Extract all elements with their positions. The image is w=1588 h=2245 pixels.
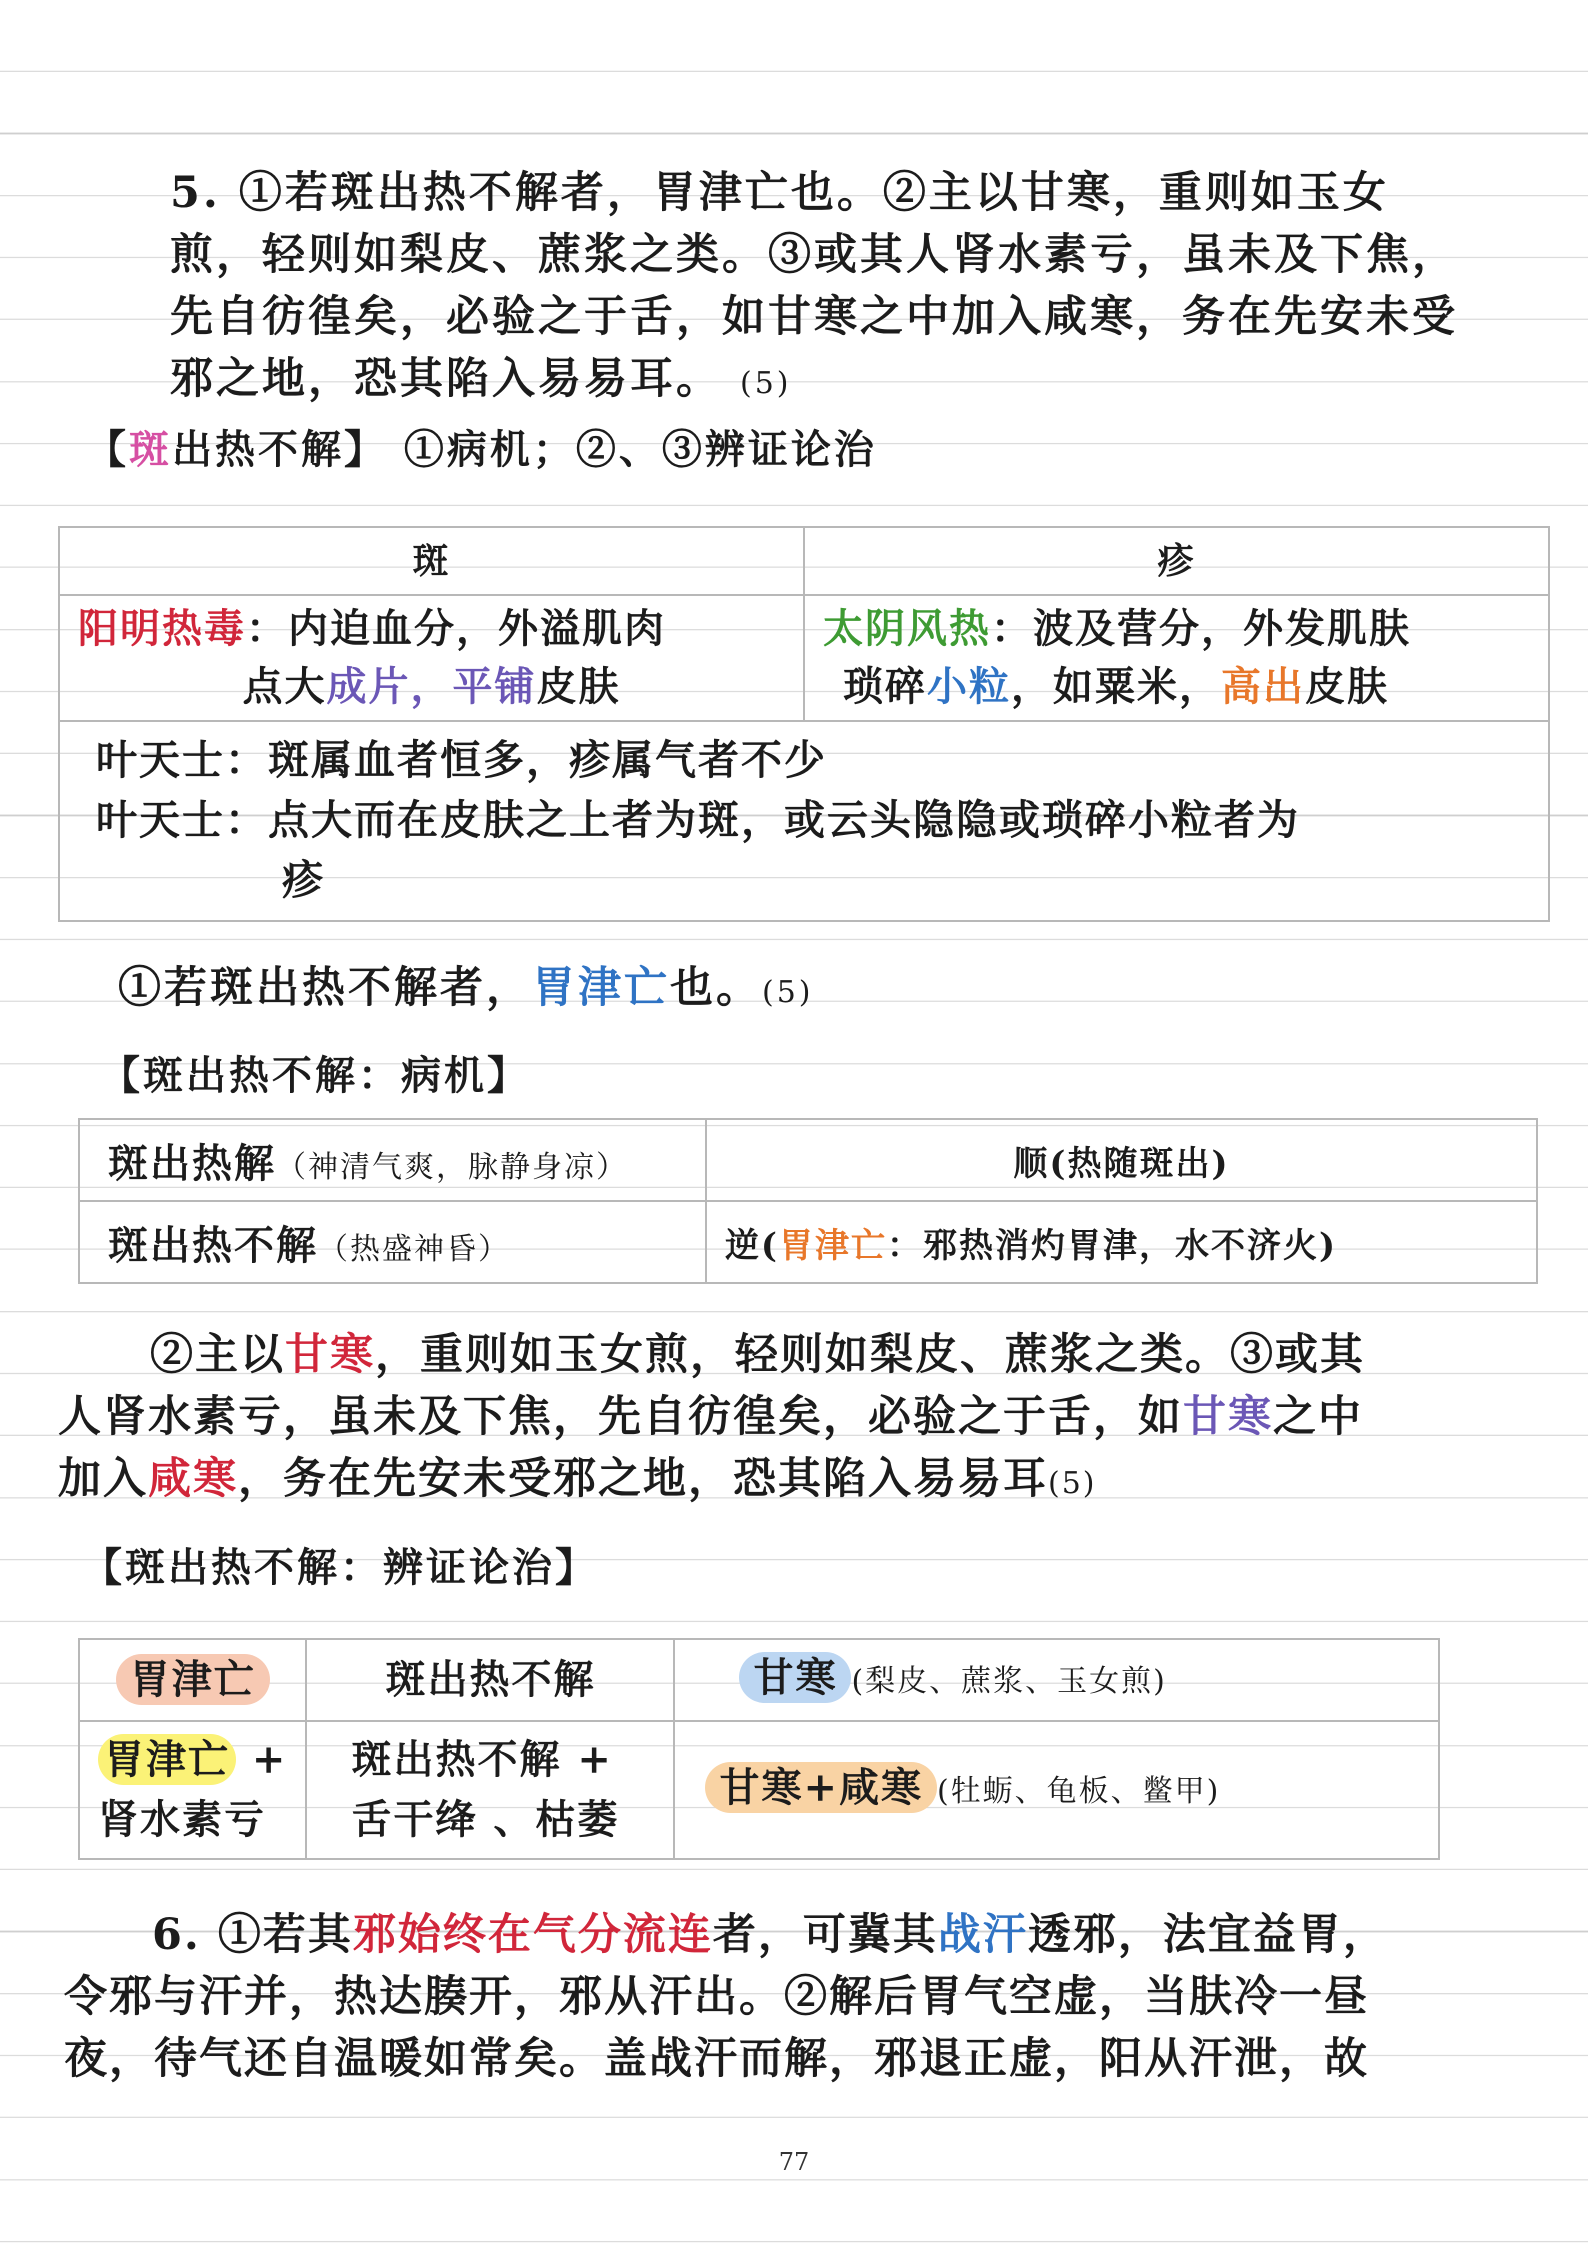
pathogenesis-table xyxy=(78,1118,1538,1284)
section-6-line xyxy=(64,1904,1504,1966)
table-row xyxy=(79,1721,1439,1859)
section-5-line xyxy=(90,348,1530,415)
symptom-line-1: 斑出热不解 + xyxy=(351,1736,613,1783)
quote-2-continued: 疹 xyxy=(282,856,325,904)
treatment-label: 甘寒 xyxy=(739,1652,851,1703)
point-2-text: 加入 xyxy=(58,1454,148,1504)
point-1-text-b: 也。 xyxy=(670,963,762,1013)
heading-1-text: 出热不解】 ①病机；②、③辨证论治 xyxy=(172,426,877,473)
point-1-statement xyxy=(118,954,814,1015)
syndrome-cell xyxy=(79,1721,306,1859)
zhen-cause: 太阴风热 xyxy=(823,605,991,652)
point-2-line xyxy=(58,1386,1498,1448)
ye-tianshi-quotes-cell xyxy=(59,721,1549,921)
point-2-text: ②主以 xyxy=(150,1330,285,1380)
treatment-note: (梨皮、蔗浆、玉女煎) xyxy=(851,1664,1167,1699)
quote-1: 叶天士：斑属血者恒多，疹属气者不少 xyxy=(96,736,827,784)
unfavorable-condition-note: （热盛神昏） xyxy=(318,1231,510,1267)
section-6-text: 透邪，法宜益胃， xyxy=(1027,1910,1388,1960)
point-2-text: 之中 xyxy=(1273,1392,1363,1442)
unfavorable-condition: 斑出热不解 xyxy=(108,1221,318,1269)
point-2-highlight: 甘寒 xyxy=(1183,1392,1273,1442)
unfavorable-outcome-b: ：邪热消灼胃津，水不济火) xyxy=(887,1225,1338,1266)
table-row xyxy=(79,1639,1439,1721)
ban-feature-b: 成片，平铺 xyxy=(326,663,537,710)
section-6-text: 6. ①若其 xyxy=(152,1910,353,1960)
point-2-highlight: 咸寒 xyxy=(148,1454,238,1504)
ban-feature-a: 点大 xyxy=(242,663,327,710)
symptom-cell xyxy=(306,1721,674,1859)
zhen-line-2 xyxy=(823,658,1530,716)
section-5-line: 煎，轻则如梨皮、蔗浆之类。③或其人肾水素亏，虽未及下焦， xyxy=(170,230,1458,280)
section-5-line: 5. ①若斑出热不解者，胃津亡也。②主以甘寒，重则如玉女 xyxy=(170,168,1389,218)
zhen-feature-a: 琐碎 xyxy=(843,663,927,710)
zhen-mechanism: ：波及营分，外发肌肤 xyxy=(991,605,1411,652)
column-header-zhen: 疹 xyxy=(804,527,1549,595)
zhen-feature-b: 小粒 xyxy=(927,663,1011,710)
point-2-line xyxy=(58,1324,1498,1386)
heading-1-bracket: 【 xyxy=(86,426,129,473)
treatment-cell xyxy=(674,1721,1439,1859)
ban-line-1 xyxy=(78,600,785,658)
heading-1-highlight: 斑 xyxy=(129,426,172,473)
syndrome-label: 胃津亡 xyxy=(116,1654,270,1705)
section-6-text: 者，可冀其 xyxy=(712,1910,938,1960)
symptom-line-2: 舌干绛 、枯萎 xyxy=(351,1796,620,1843)
zhen-line-1 xyxy=(823,600,1530,658)
ban-description-cell xyxy=(59,595,804,721)
unfavorable-outcome-a: 逆( xyxy=(724,1225,780,1266)
section-5-paragraph xyxy=(90,162,1530,415)
section-6-line: 夜，待气还自温暖如常矣。盖战汗而解，邪退正虚，阳从汗泄，故 xyxy=(64,2034,1369,2084)
heading-treatment: 【斑出热不解：辨证论治】 xyxy=(82,1544,598,1591)
point-2-highlight: 甘寒 xyxy=(285,1330,375,1380)
table-row xyxy=(59,595,1549,721)
favorable-outcome-cell: 顺(热随斑出) xyxy=(706,1119,1537,1201)
column-header-ban: 斑 xyxy=(59,527,804,595)
section-6-highlight: 邪始终在气分流连 xyxy=(352,1910,713,1960)
symptom-cell: 斑出热不解 xyxy=(306,1639,674,1721)
page-number: 77 xyxy=(778,2148,810,2176)
zhen-description-cell xyxy=(804,595,1549,721)
ban-feature-c: 皮肤 xyxy=(536,663,621,710)
favorable-condition-cell xyxy=(79,1119,706,1201)
point-2-paragraph xyxy=(58,1324,1498,1515)
ban-zhen-comparison-table xyxy=(58,526,1550,922)
treatment-cell xyxy=(674,1639,1439,1721)
point-2-line xyxy=(58,1448,1498,1515)
point-2-reference: (5) xyxy=(1048,1466,1097,1501)
table-row xyxy=(59,721,1549,921)
point-1-text-a: ①若斑出热不解者， xyxy=(118,963,532,1013)
favorable-condition-note: （神清气爽，脉静身凉） xyxy=(276,1149,628,1185)
heading-pathogenesis: 【斑出热不解：病机】 xyxy=(100,1052,530,1099)
syndrome-label: 胃津亡 xyxy=(98,1734,236,1785)
section-6-paragraph xyxy=(64,1904,1504,2090)
point-2-text: 人肾水素亏，虽未及下焦，先自彷徨矣，必验之于舌，如 xyxy=(58,1392,1183,1442)
treatment-note: (牡蛎、龟板、鳖甲) xyxy=(936,1774,1221,1809)
section-5-line-text: 邪之地，恐其陷入易易耳。 xyxy=(170,354,722,404)
ban-line-2 xyxy=(78,658,785,716)
heading-ban-pathogenesis-treatment xyxy=(86,418,877,475)
section-6-highlight: 战汗 xyxy=(937,1910,1028,1960)
section-5-reference: (5) xyxy=(739,366,792,401)
syndrome-cell xyxy=(79,1639,306,1721)
table-row xyxy=(79,1201,1537,1283)
table-row xyxy=(79,1119,1537,1201)
zhen-feature-e: 皮肤 xyxy=(1305,663,1389,710)
section-6-line: 令邪与汗并，热达腠开，邪从汗出。②解后胃气空虚，当肤冷一昼 xyxy=(64,1972,1369,2022)
treatment-label: 甘寒+咸寒 xyxy=(705,1762,937,1813)
table-row xyxy=(59,527,1549,595)
syndrome-line-1 xyxy=(98,1730,287,1790)
syndrome-plus: + xyxy=(236,1736,288,1783)
point-2-text: ，务在先安未受邪之地，恐其陷入易易耳 xyxy=(238,1454,1048,1504)
syndrome-line-2: 肾水素亏 xyxy=(98,1796,266,1843)
unfavorable-condition-cell xyxy=(79,1201,706,1283)
ban-cause: 阳明热毒 xyxy=(78,605,246,652)
treatment-table xyxy=(78,1638,1440,1860)
unfavorable-outcome-cell xyxy=(706,1201,1537,1283)
favorable-condition: 斑出热解 xyxy=(108,1139,276,1187)
point-1-reference: (5) xyxy=(762,975,814,1010)
unfavorable-outcome-highlight: 胃津亡 xyxy=(779,1225,888,1266)
section-5-line: 先自彷徨矣，必验之于舌，如甘寒之中加入咸寒，务在先安未受 xyxy=(170,292,1458,342)
zhen-feature-c: ，如粟米， xyxy=(1011,663,1221,710)
quote-2: 叶天士：点大而在皮肤之上者为斑，或云头隐隐或琐碎小粒者为 xyxy=(96,796,1300,844)
point-1-highlight: 胃津亡 xyxy=(532,963,670,1013)
ban-mechanism: ：内迫血分，外溢肌肉 xyxy=(246,605,666,652)
zhen-feature-d: 高出 xyxy=(1221,663,1305,710)
point-2-text: ，重则如玉女煎，轻则如梨皮、蔗浆之类。③或其 xyxy=(375,1330,1365,1380)
